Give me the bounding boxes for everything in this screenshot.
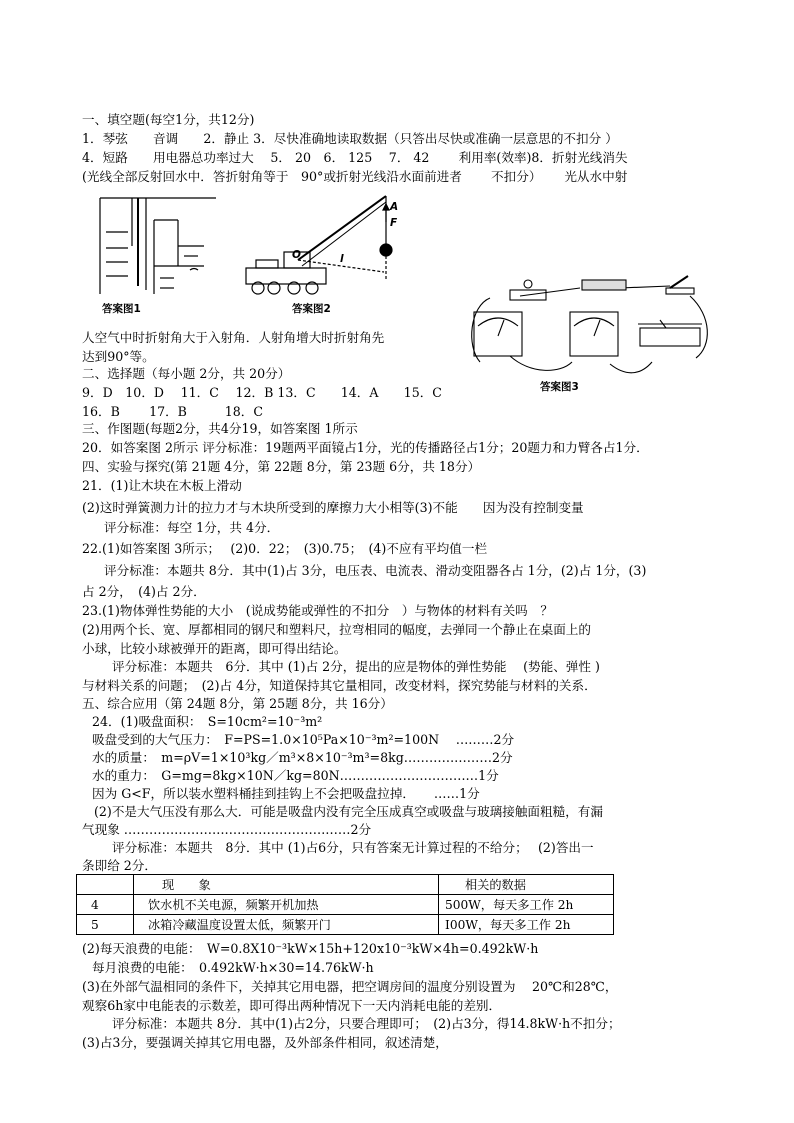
table-cell: 4 <box>77 895 134 915</box>
answer-line: (2)这时弹簧测力计的拉力才与木块所受到的摩擦力大小相等(3)不能 因为没有控制变量 <box>82 500 584 515</box>
figure-3-circuit <box>460 266 716 394</box>
answer-line: 水的质量： m=ρV=1×10³kg／m³×8×10⁻³m³=8kg…………………2分 <box>92 750 513 765</box>
table-header-cell: 相关的数据 <box>439 875 614 895</box>
answer-line: 小球，比较小球被弹开的距离，即可得出结论。 <box>82 641 347 656</box>
section-2-title: 二、选择题（每小题 2分，共 20分） <box>82 366 291 381</box>
label-F: F <box>390 217 398 229</box>
table-row <box>77 895 614 915</box>
figure-3-caption: 答案图3 <box>540 381 579 393</box>
label-l: l <box>340 253 344 265</box>
label-A: A <box>390 201 399 213</box>
table-cell: 5 <box>77 915 134 935</box>
section-3-title: 三、作图题(每题2分，共4分19，如答案图 1所示 <box>82 421 358 436</box>
answer-line: 20．如答案图 2所示 评分标准：19题两平面镜占1分，光的传播路径占1分；20题力和力臂各占1分． <box>82 440 649 455</box>
section-1-title: 一、填空题(每空1分，共12分) <box>82 112 255 127</box>
answer-line: (3)在外部气温相同的条件下，关掉其它用电器，把空调房间的温度分别设置为 20℃和28℃， <box>82 979 618 994</box>
answer-line: (光线全部反射回水中．答折射角等于 90°或折射光线沿水面前进者 不扣分） 光从水中射 <box>82 169 628 184</box>
answer-line: 达到90°等。 <box>82 349 155 364</box>
table-cell: 冰箱冷藏温度设置太低，频繁开门 <box>134 915 439 935</box>
answer-line: 1．琴弦 音调 2．静止 3．尽快准确地读取数据（只答出尽快或准确一层意思的不扣分 ） <box>82 131 618 146</box>
answer-line: 21．(1)让木块在木板上滑动 <box>82 478 242 493</box>
answer-line: 22.(1)如答案图 3所示； (2)0．22； (3)0.75； (4)不应有平均值一栏 <box>82 541 488 556</box>
figure-2-caption: 答案图2 <box>292 303 331 315</box>
section-5-title: 五、综合应用（第 24题 8分，第 25题 8分，共 16分） <box>82 696 393 711</box>
label-O: O <box>292 249 301 261</box>
answer-line: 观察6h家中电能表的示数差，即可得出两种情况下一天内消耗电能的差别． <box>82 998 502 1013</box>
section-4-title: 四、实验与探究(第 21题 4分，第 22题 8分，第 23题 6分，共 18分） <box>82 459 481 474</box>
answer-line: (2)每天浪费的电能： W=0.8X10⁻³kW×15h+120x10⁻³kW×4h=0.492kW·h <box>82 941 539 956</box>
figure-1-mirrors <box>94 190 224 318</box>
grading-line: 评分标准：每空 1分，共 4分． <box>104 520 280 535</box>
answer-line: 人空气中时折射角大于入射角．人射角增大时折射角先 <box>82 330 385 345</box>
answer-line: (3)占3分，要强调关掉其它用电器，及外部条件相同，叙述清楚， <box>82 1035 448 1050</box>
table-header-row <box>77 875 614 895</box>
answer-line: 与材料关系的问题； (2)占 4分，知道保持其它量相同，改变材料，探究势能与材料的关系． <box>82 678 597 693</box>
table-cell: 500W，每天多工作 2h <box>439 895 614 915</box>
figure-1-caption: 答案图1 <box>102 303 141 315</box>
figure-2-crane <box>236 188 406 318</box>
table-cell: I00W，每天多工作 2h <box>439 915 614 935</box>
answer-line: 9．D 10．D 11．C 12．B 13．C 14．A 15．C <box>82 385 442 400</box>
grading-line: 评分标准：本题共 8分．其中 (1)占6分，只有答案无计算过程的不给分； (2)答出一 <box>112 840 594 855</box>
grading-line: 评分标准：本题共 8分．其中(1)占 3分，电压表、电流表、滑动变阻器各占 1分，(2)占 1分，(3) <box>104 563 647 578</box>
answer-line: 条即给 2分． <box>82 858 157 873</box>
appliance-table <box>76 874 614 935</box>
answer-line: (2)不是大气压没有那么大．可能是吸盘内没有完全压成真空或吸盘与玻璃接触面粗糙，有漏 <box>94 804 603 819</box>
grading-line: 评分标准：本题共 6分．其中 (1)占 2分，提出的应是物体的弹性势能 (势能、弹性 ) <box>112 659 600 674</box>
answer-line: 4．短路 用电器总功率过大 5． 20 6． 125 7． 42 利用率(效率)8．折射光线消失 <box>82 150 628 165</box>
answer-line: 吸盘受到的大气压力： F=PS=1.0×10⁵Pa×10⁻³m²=100N ………2分 <box>92 732 515 747</box>
answer-line: 每月浪费的电能： 0.492kW·h×30=14.76kW·h <box>92 960 374 975</box>
answer-line: 水的重力： G=mg=8kg×10N／kg=80N……………………………1分 <box>92 768 499 783</box>
answer-line: 16．B 17．B 18．C <box>82 404 263 419</box>
table-cell: 饮水机不关电源，频繁开机加热 <box>134 895 439 915</box>
answer-line: 气现象 ………………………………………………2分 <box>82 822 372 837</box>
table-row <box>77 915 614 935</box>
answer-line: 23.(1)物体弹性势能的大小 (说成势能或弹性的不扣分 ）与物体的材料有关吗 ？ <box>82 603 553 618</box>
grading-line: 评分标准：本题共 8分．其中(1)占2分，只要合理即可； (2)占3分，得14.8kW·h不扣分； <box>112 1016 621 1031</box>
answer-line: 因为 G<F，所以装水塑料桶挂到挂钩上不会把吸盘拉掉． ……1分 <box>92 786 480 801</box>
answer-line: (2)用两个长、宽、厚都相同的钢尺和塑料尺，拉弯相同的幅度，去弹同一个静止在桌面上的 <box>82 622 591 637</box>
table-header-cell <box>77 875 134 895</box>
answer-line: 24．(1)吸盘面积： S=10cm²=10⁻³m² <box>92 714 323 729</box>
answer-line: 占 2分， (4)占 2分． <box>82 584 206 599</box>
table-header-cell: 现 象 <box>134 875 439 895</box>
